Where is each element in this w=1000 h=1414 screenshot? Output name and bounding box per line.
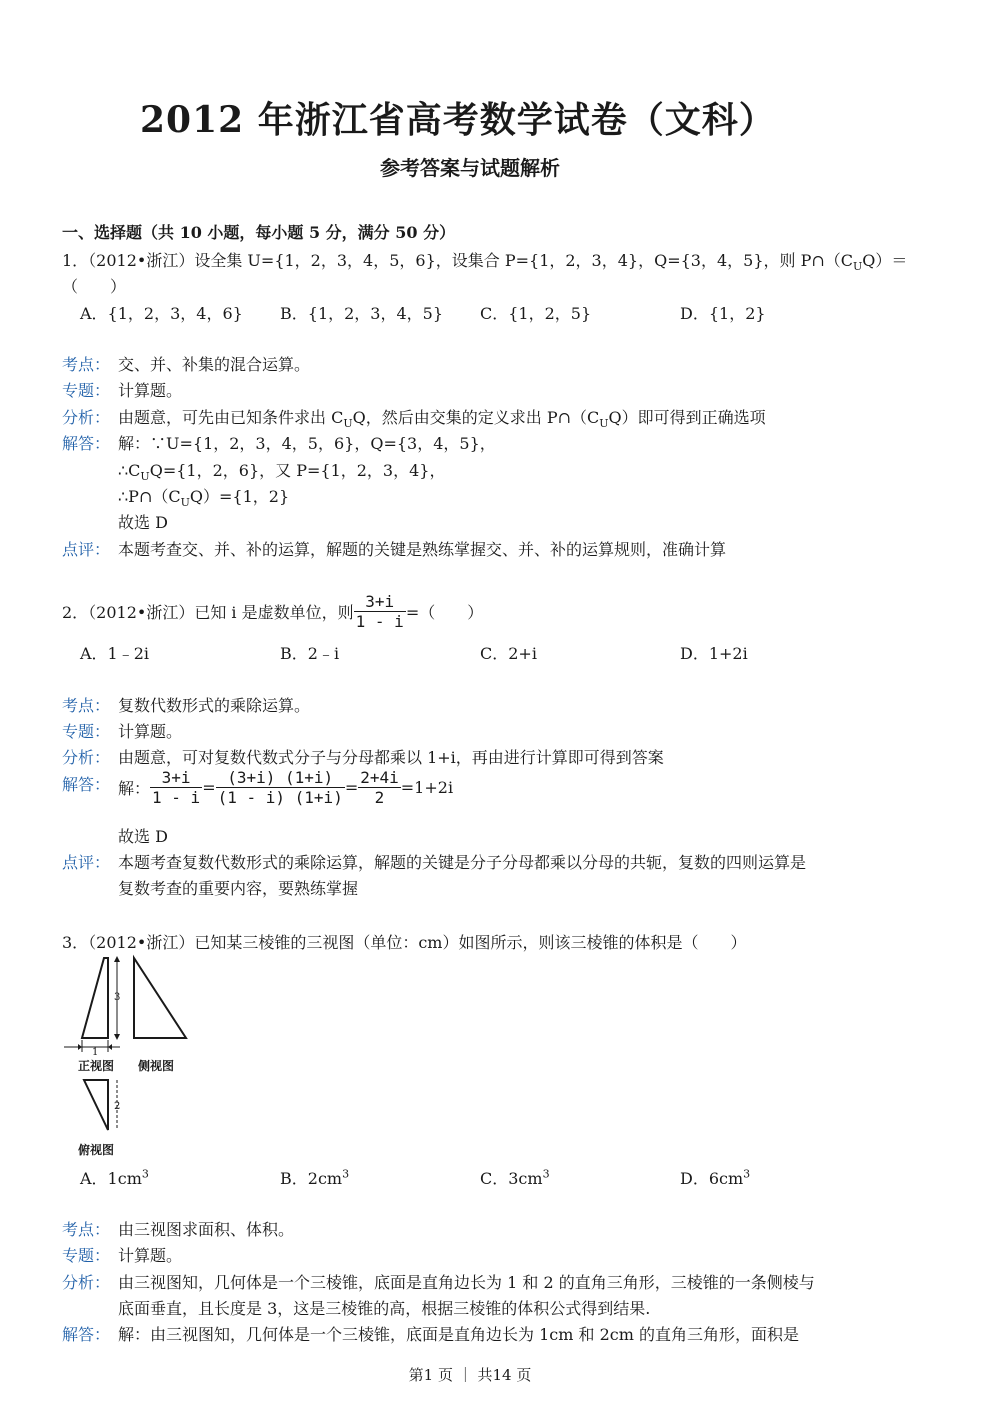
q1-option-d: D．{1，2} (680, 304, 766, 323)
q2-jieda-label: 解答： (62, 775, 111, 794)
q1-stem: 1．（2012•浙江）设全集 U={1，2，3，4，5，6}，设集合 P={1，2，3，4}，Q={3，4，5}，则 $P\cap(C_UQ)=$ (62, 251, 908, 274)
q1-option-b: B．{1，2，3，4，5} (280, 304, 444, 323)
q2-dianping-line2: 复数考查的重要内容，要熟练掌握 (118, 879, 359, 898)
q1-zhuanti: 计算题。 (118, 381, 183, 400)
q3-zhuanti: 计算题。 (118, 1246, 183, 1265)
q2-fenxi-label: 分析： (62, 748, 111, 767)
q1-jieda-line1: 解：∵U={1，2，3，4，5，6}，Q={3，4，5}， (118, 434, 496, 453)
q2-fraction: $\frac{3+i}{1 - i}$ (355, 592, 404, 631)
q2-option-d: D．1+2i (680, 644, 748, 663)
q3-fenxi-line1: 由三视图知，几何体是一个三棱锥，底面是直角边长为 1 和 2 的直角三角形，三棱锥的一条侧棱与 (118, 1273, 815, 1292)
q3-option-a: A．$1cm^3$ (80, 1167, 149, 1188)
q3-option-c: C．$3cm^3$ (480, 1167, 550, 1188)
q1-paren: （ ） (62, 277, 127, 296)
q2-option-a: A．1﹣2i (80, 644, 150, 663)
q3-option-d: D．$6cm^3$ (680, 1167, 751, 1188)
side-view-shape (134, 958, 186, 1038)
q1-option-c: C．{1，2，5} (480, 304, 592, 323)
q2-kaodian: 复数代数形式的乘除运算。 (118, 696, 311, 715)
document-title: 2012 年浙江省高考数学试卷（文科） (140, 99, 776, 141)
q3-fenxi-label: 分析： (62, 1273, 111, 1292)
q1-option-a: A．{1，2，3，4，6} (80, 304, 243, 323)
q3-jieda-label: 解答： (62, 1325, 111, 1344)
q1-jieda-label: 解答： (62, 434, 111, 453)
q2-kaodian-label: 考点： (62, 696, 111, 715)
document-subtitle: 参考答案与试题解析 (380, 156, 560, 180)
q2-jieda-conclusion: 故选 D (118, 827, 168, 846)
q2-zhuanti: 计算题。 (118, 722, 183, 741)
q3-zhuanti-label: 专题： (62, 1246, 111, 1265)
front-view-label: 正视图 (78, 1059, 115, 1073)
front-view-shape (82, 958, 108, 1038)
top-view-shape (84, 1080, 108, 1130)
q2-jieda-formula: 解： $\frac{3+i}{1 - i}$ = $\frac{(3+i) (1+i)}{(1 - i) (1+i)}$ = $\frac{2+4i}{2}$ =1+2i (118, 768, 454, 807)
q2-dianping-line1: 本题考查复数代数形式的乘除运算，解题的关键是分子分母都乘以分母的共轭，复数的四则运算是 (118, 853, 807, 872)
q3-jieda: 解：由三视图知，几何体是一个三棱锥，底面是直角边长为 1cm 和 2cm 的直角三角形，面积是 (118, 1325, 799, 1344)
height-label: 3 (114, 992, 121, 1003)
side-view-label: 侧视图 (138, 1059, 175, 1073)
q1-fenxi-label: 分析： (62, 408, 111, 427)
q1-kaodian: 交、并、补集的混合运算。 (118, 355, 311, 374)
q2-dianping-label: 点评： (62, 853, 111, 872)
top-view-label: 俯视图 (78, 1143, 115, 1157)
three-view-figure (60, 952, 200, 1162)
q2-zhuanti-label: 专题： (62, 722, 111, 741)
q1-zhuanti-label: 专题： (62, 381, 111, 400)
q1-jieda-line2: $\therefore C_UQ=\{1$，2，6}，又 P={1，2，3，4}， (118, 461, 446, 484)
q1-dianping-label: 点评： (62, 540, 111, 559)
q1-kaodian-label: 考点： (62, 355, 111, 374)
depth-label: 2 (114, 1101, 121, 1112)
q3-fenxi-line2: 底面垂直，且长度是 3，这是三棱锥的高，根据三棱锥的体积公式得到结果. (118, 1299, 651, 1318)
q1-dianping: 本题考查交、并、补的运算，解题的关键是熟练掌握交、并、补的运算规则，准确计算 (118, 540, 727, 559)
q2-fenxi: 由题意，可对复数代数式分子与分母都乘以 1+i，再由进行计算即可得到答案 (118, 748, 664, 767)
width-label: 1 (92, 1047, 99, 1058)
q1-fenxi: 由题意，可先由已知条件求出 $C_UQ$，然后由交集的定义求出 $P\cap(C_UQ)$即可得到正确选项 (118, 408, 766, 431)
q2-option-b: B．2﹣i (280, 644, 340, 663)
q1-jieda-line3: $\therefore P\cap(C_UQ)=\{1$，2} (118, 487, 290, 510)
q3-kaodian: 由三视图求面积、体积。 (118, 1220, 295, 1239)
q3-kaodian-label: 考点： (62, 1220, 111, 1239)
page-footer: 第1 页 ｜ 共14 页 (408, 1366, 532, 1384)
q3-stem: 3．（2012•浙江）已知某三棱锥的三视图（单位：cm）如图所示，则该三棱锥的体积是（ ） (62, 933, 747, 952)
q2-option-c: C．2+i (480, 644, 537, 663)
section-heading: 一、选择题（共 10 小题，每小题 5 分，满分 50 分） (62, 223, 456, 242)
q2-stem: 2．（2012•浙江）已知 i 是虚数单位，则 $\frac{3+i}{1 - i}$ =（ ） (62, 592, 484, 631)
q3-option-b: B．$2cm^3$ (280, 1167, 350, 1188)
q1-jieda-line4: 故选 D (118, 513, 168, 532)
